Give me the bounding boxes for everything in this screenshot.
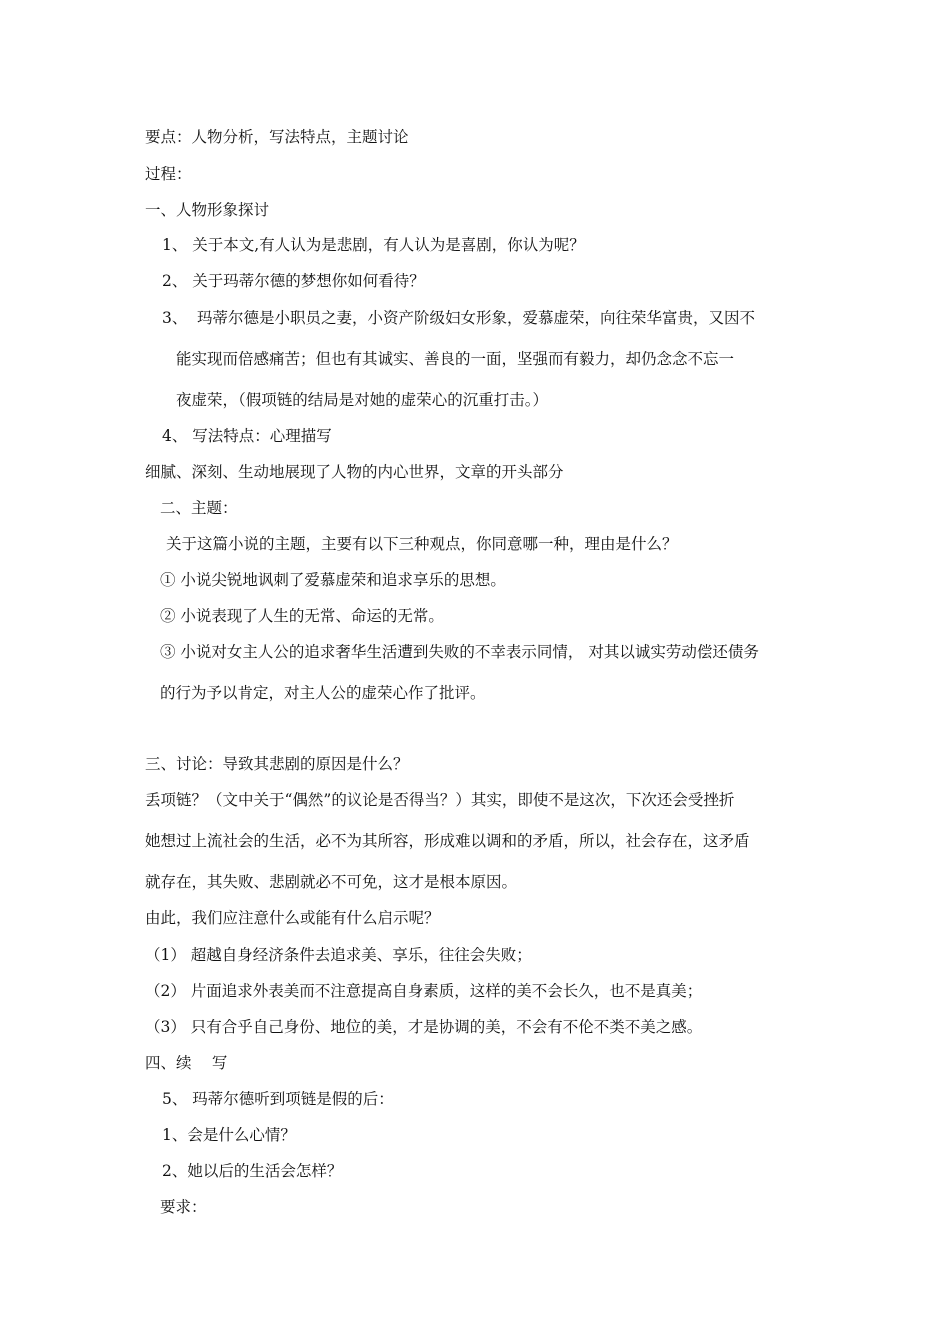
process-label: 过程： [145, 165, 192, 183]
continuation-sub-2: 2、她以后的生活会怎样？ [162, 1162, 343, 1180]
question-3-line-2: 能实现而倍感痛苦；但也有其诚实、善良的一面，坚强而有毅力，却仍念念不忘一 [176, 350, 735, 368]
theme-view-3-line-2: 的行为予以肯定，对主人公的虚荣心作了批评。 [160, 684, 486, 702]
section-2-heading: 二、主题： [160, 499, 238, 517]
theme-intro: 关于这篇小说的主题，主要有以下三种观点，你同意哪一种，理由是什么？ [166, 535, 678, 553]
theme-view-3-line-1: ③ 小说对女主人公的追求奢华生活遭到失败的不幸表示同情， 对其以诚实劳动偿还债务 [160, 643, 759, 661]
section-3-heading: 三、讨论：导致其悲剧的原因是什么？ [145, 755, 409, 773]
insight-2: （2） 片面追求外表美而不注意提高自身素质，这样的美不会长久，也不是真美； [145, 982, 703, 1000]
theme-view-2: ② 小说表现了人生的无常、命运的无常。 [160, 607, 444, 625]
question-5: 5、 玛蒂尔德听到项链是假的后： [162, 1090, 394, 1108]
question-3-line-1: 玛蒂尔德是小职员之妻，小资产阶级妇女形象，爱慕虚荣，向往荣华富贵，又因不 [197, 309, 756, 327]
section-1-heading: 一、人物形象探讨 [145, 201, 270, 219]
discussion-line-2: 她想过上流社会的生活，必不为其所容，形成难以调和的矛盾，所以，社会存在，这矛盾 [145, 832, 750, 850]
question-3-number: 3、 [162, 309, 188, 327]
question-4-detail: 细腻、深刻、生动地展现了人物的内心世界，文章的开头部分 [145, 463, 564, 481]
theme-view-1: ① 小说尖锐地讽刺了爱慕虚荣和追求享乐的思想。 [160, 571, 506, 589]
question-3-line-3: 夜虚荣，（假项链的结局是对她的虚荣心的沉重打击。） [176, 391, 549, 409]
key-points: 要点：人物分析，写法特点，主题讨论 [145, 128, 409, 146]
insight-1: （1） 超越自身经济条件去追求美、享乐，往往会失败； [145, 946, 532, 964]
question-4: 4、 写法特点：心理描写 [162, 427, 332, 445]
discussion-line-3: 就存在，其失败、悲剧就必不可免，这才是根本原因。 [145, 873, 518, 891]
insight-3: （3） 只有合乎自己身份、地位的美，才是协调的美，不会有不伦不类不美之感。 [145, 1018, 703, 1036]
question-2: 2、 关于玛蒂尔德的梦想你如何看待？ [162, 272, 425, 290]
continuation-sub-1: 1、会是什么心情？ [162, 1126, 296, 1144]
insight-question: 由此，我们应注意什么或能有什么启示呢？ [145, 909, 440, 927]
discussion-line-1: 丢项链？（文中关于“偶然”的议论是否得当？）其实，即使不是这次，下次还会受挫折 [145, 791, 735, 809]
section-4-heading: 四、续 写 [145, 1054, 228, 1072]
question-1: 1、 关于本文,有人认为是悲剧，有人认为是喜剧，你认为呢？ [162, 236, 585, 254]
requirements-label: 要求： [160, 1198, 207, 1216]
